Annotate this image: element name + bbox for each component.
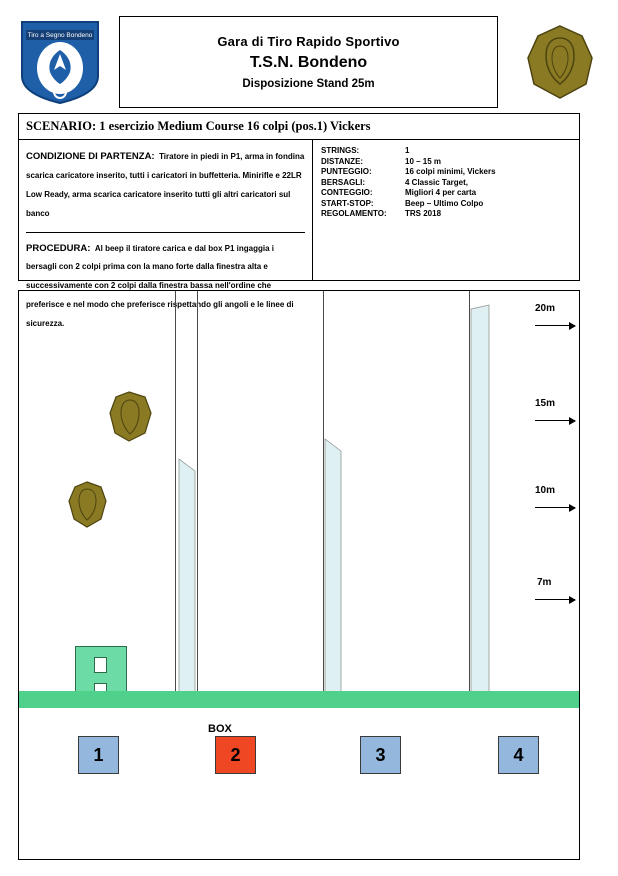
distance-arrow: [535, 507, 575, 508]
scenario-line: SCENARIO: 1 esercizio Medium Course 16 colpi (pos.1) Vickers: [19, 114, 579, 140]
spec-value: 1: [405, 146, 410, 155]
table-row: [321, 199, 496, 210]
spec-key: BERSAGLI:: [321, 177, 365, 187]
spec-key: PUNTEGGIO:: [321, 167, 372, 176]
classic-target-icon: [67, 479, 127, 535]
firing-line: [19, 691, 579, 708]
start-condition-block: [26, 146, 305, 225]
spec-value: TRS 2018: [405, 209, 442, 218]
briefing-left-column: [19, 140, 313, 328]
table-row: [321, 157, 496, 168]
box-caption: BOX: [208, 723, 232, 735]
spec-key: DISTANZE:: [321, 156, 364, 166]
position-marker-3[interactable]: 3: [360, 736, 401, 774]
position-marker-1[interactable]: 1: [78, 736, 119, 774]
specs-table: [321, 146, 496, 220]
table-row: [321, 178, 496, 189]
position-marker-2[interactable]: 2: [215, 736, 256, 774]
stand-layout-subtitle: Disposizione Stand 25m: [242, 78, 375, 90]
distance-arrow: [535, 420, 575, 421]
spec-key: REGOLAMENTO:: [321, 209, 387, 218]
procedure-body: Al beep il tiratore carica e dal box P1 ingaggia i bersagli con 2 colpi prima con la mano forte dalla finestra alta e successivamente con 2 colpi dalla finestra bassa nell'ordine che preferisce e nel modo che preferisce rispettando gli angoli e le linee di sicurezza.: [26, 243, 294, 328]
distance-label: 7m: [537, 577, 552, 588]
classic-target-icon: [520, 22, 600, 102]
competition-title: Gara di Tiro Rapido Sportivo: [217, 34, 400, 49]
table-row: [321, 167, 496, 178]
distance-arrow: [535, 599, 575, 600]
spec-value: 4 Classic Target,: [405, 177, 468, 187]
spec-value: 10 – 15 m: [405, 156, 442, 166]
range-diagram: [18, 290, 580, 860]
table-row: [321, 188, 496, 199]
spec-value: Beep – Ultimo Colpo: [405, 198, 484, 208]
distance-arrow: [535, 325, 575, 326]
spec-key: STRINGS:: [321, 146, 360, 155]
distance-label: 10m: [535, 485, 556, 496]
tsn-bondeno-crest-icon: [18, 18, 102, 106]
distance-label: 15m: [535, 398, 556, 409]
spec-value: 16 colpi minimi, Vickers: [405, 167, 496, 176]
position-marker-4[interactable]: 4: [498, 736, 539, 774]
spec-key: START-STOP:: [321, 198, 374, 208]
spec-key: CONTEGGIO:: [321, 188, 373, 197]
page-title-box: [119, 16, 498, 108]
svg-text:Tiro a Segno Bondeno: Tiro a Segno Bondeno: [27, 32, 93, 39]
table-row: [321, 209, 496, 220]
procedure-title: PROCEDURA:: [26, 242, 91, 254]
classic-target-icon: [107, 389, 177, 449]
table-row: [321, 146, 496, 157]
club-name: T.S.N. Bondeno: [249, 54, 368, 71]
high-window: [94, 657, 107, 673]
start-condition-body: Tiratore in piedi in P1, arma in fondina scarica caricatore inserito, tutti i caricatori in buffetteria. Minirifle e 22LR Low Ready, arma scarica caricatore inserito tutti gli altri caricatori sul banco: [26, 152, 305, 218]
spec-value: Migliori 4 per carta: [405, 188, 477, 197]
briefing-right-column: [313, 140, 579, 280]
distance-label: 20m: [535, 303, 556, 314]
start-condition-title: CONDIZIONE DI PARTENZA:: [26, 151, 155, 162]
